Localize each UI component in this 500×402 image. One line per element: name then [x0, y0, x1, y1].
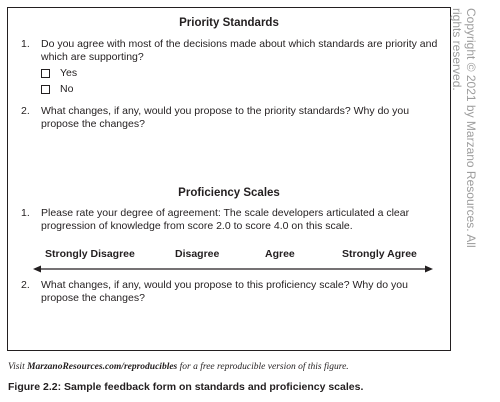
option-yes[interactable] [41, 67, 77, 79]
scale-strongly-disagree[interactable]: Strongly Disagree [45, 248, 135, 260]
question-text: Please rate your degree of agreement: The scale developers articulated a clear progression of knowledge from score 2.0 to score 4.0 on this scale. [41, 207, 410, 232]
reproducibles-link[interactable]: MarzanoResources.com/reproducibles [27, 362, 178, 372]
question-text: Do you agree with most of the decisions made about which standards are priority and which are supporting? [41, 38, 438, 63]
scale-agree[interactable]: Agree [265, 248, 295, 260]
proficiency-question-1 [21, 207, 446, 237]
question-text: What changes, if any, would you propose to this proficiency scale? Why do you propose the changes? [41, 279, 408, 304]
question-number: 2. [21, 105, 30, 117]
visit-prefix: Visit [8, 362, 25, 372]
visit-suffix: for a free reproducible version of this figure. [179, 362, 349, 372]
reproducible-note [8, 362, 349, 372]
option-no[interactable] [41, 83, 73, 95]
no-checkbox[interactable] [41, 85, 50, 94]
agreement-scale-arrow [33, 264, 433, 274]
yes-checkbox[interactable] [41, 69, 50, 78]
question-text: What changes, if any, would you propose to the priority standards? Why do you propose the changes? [41, 105, 410, 130]
copyright-notice [450, 8, 478, 248]
proficiency-scales-title: Proficiency Scales [178, 187, 280, 199]
proficiency-question-2 [21, 279, 446, 309]
left-arrowhead [33, 266, 41, 273]
scale-strongly-agree[interactable]: Strongly Agree [342, 248, 417, 260]
option-label: No [60, 83, 74, 95]
scale-disagree[interactable]: Disagree [175, 248, 220, 260]
question-number: 2. [21, 279, 30, 291]
right-arrowhead [425, 266, 433, 273]
priority-question-1 [21, 38, 446, 68]
option-label: Yes [60, 67, 78, 79]
feedback-form [7, 7, 451, 351]
priority-standards-title: Priority Standards [179, 17, 279, 29]
copyright-line-1: Copyright © 2021 by Marzano Resources. All [464, 8, 478, 248]
question-number: 1. [21, 38, 30, 50]
copyright-line-2: rights reserved. [450, 8, 464, 91]
priority-question-2 [21, 105, 446, 135]
question-number: 1. [21, 207, 30, 219]
figure-caption: Figure 2.2: Sample feedback form on standards and proficiency scales. [8, 381, 364, 393]
